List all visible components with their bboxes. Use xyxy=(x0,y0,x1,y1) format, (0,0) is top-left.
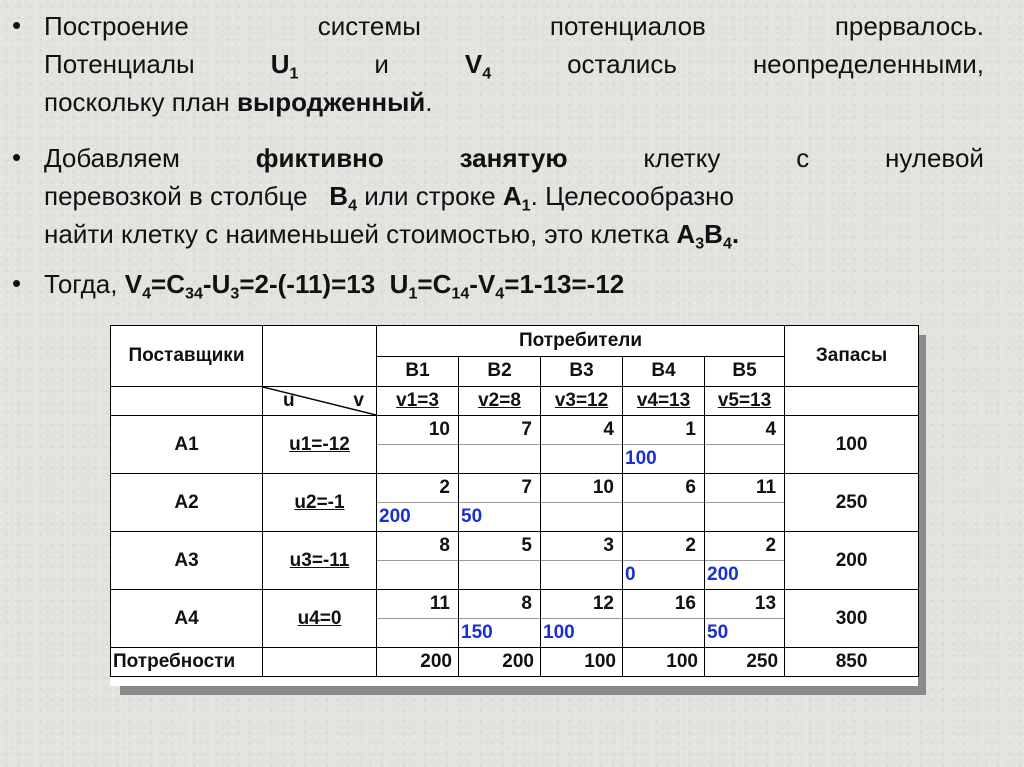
cost-cell: 7 xyxy=(459,416,541,445)
demand-b5: 250 xyxy=(705,648,785,677)
table-shadow-bottom xyxy=(120,686,926,695)
header-empty xyxy=(263,326,377,387)
flow-cell: 50 xyxy=(459,503,541,532)
word: прервалось. xyxy=(834,11,984,41)
potential-u3: u3=-11 xyxy=(263,532,377,590)
word: потенциалов xyxy=(549,11,706,41)
flow-cell: 200 xyxy=(377,503,459,532)
flow-cell: 100 xyxy=(541,619,623,648)
degenerate-word: выродженный xyxy=(237,87,426,117)
cost-cell: 8 xyxy=(459,590,541,619)
label-v: v xyxy=(353,390,364,411)
demand-label: Потребности xyxy=(111,648,263,677)
cost-cell: 16 xyxy=(623,590,705,619)
flow-cell xyxy=(541,445,623,474)
stock-a3: 200 xyxy=(785,532,919,590)
cost-cell: 1 xyxy=(623,416,705,445)
consumer-b3: B3 xyxy=(541,356,623,387)
header-suppliers: Поставщики xyxy=(111,326,263,387)
consumer-b4: B4 xyxy=(623,356,705,387)
cost-cell: 3 xyxy=(541,532,623,561)
cost-cell: 10 xyxy=(541,474,623,503)
uv-diagonal-cell xyxy=(263,387,377,416)
flow-cell: 150 xyxy=(459,619,541,648)
flow-cell xyxy=(459,445,541,474)
potential-u1: $U_1$ xyxy=(270,49,299,83)
bullet1-line3: поскольку план выродженный. xyxy=(44,87,433,117)
supplier-a3: A3 xyxy=(111,532,263,590)
cost-cell: 6 xyxy=(623,474,705,503)
supplier-a2: A2 xyxy=(111,474,263,532)
cost-cell: 2 xyxy=(623,532,705,561)
flow-cell: 0 xyxy=(623,561,705,590)
potential-v4: v4=13 xyxy=(623,387,705,416)
flow-cell xyxy=(377,445,459,474)
word: Добавляем xyxy=(44,143,180,173)
flow-cell xyxy=(705,503,785,532)
word: Построение xyxy=(44,11,189,41)
word: системы xyxy=(317,11,421,41)
header-stock: Запасы xyxy=(785,326,919,387)
word: нулевой xyxy=(885,143,984,173)
flow-cell: 50 xyxy=(705,619,785,648)
flow-cell: 200 xyxy=(705,561,785,590)
potential-v4: $V_4$ xyxy=(464,49,492,83)
word: занятую xyxy=(459,143,568,173)
demand-b1: 200 xyxy=(377,648,459,677)
word: клетку xyxy=(643,143,721,173)
header-empty xyxy=(111,387,263,416)
formula-v4: $V_4=C_{34}-U_3=2-(-11)=13$ xyxy=(124,269,376,303)
bullet3-line: Тогда, $V_4=C_{34}-U_3=2-(-11)=13$ $U_1=C_{14}-V_4=1-13=-12$ xyxy=(44,269,625,303)
potential-v3: v3=12 xyxy=(541,387,623,416)
potential-u2: u2=-1 xyxy=(263,474,377,532)
flow-cell xyxy=(623,619,705,648)
demand-b4: 100 xyxy=(623,648,705,677)
potential-v2: v2=8 xyxy=(459,387,541,416)
demand-b2: 200 xyxy=(459,648,541,677)
bullet-marker: • xyxy=(12,268,22,298)
flow-cell xyxy=(623,503,705,532)
potential-u4: u4=0 xyxy=(263,590,377,648)
word: фиктивно xyxy=(255,143,384,173)
word: с xyxy=(796,143,810,173)
supplier-a4: A4 xyxy=(111,590,263,648)
consumer-b2: B2 xyxy=(459,356,541,387)
cost-cell: 7 xyxy=(459,474,541,503)
supplier-a1: A1 xyxy=(111,416,263,474)
consumer-b1: B1 xyxy=(377,356,459,387)
word: неопределенными, xyxy=(752,49,984,79)
word: Потенциалы xyxy=(44,49,195,79)
header-consumers: Потребители xyxy=(377,326,785,357)
potential-u1: u1=-12 xyxy=(263,416,377,474)
bullet1-line1 xyxy=(44,8,984,44)
word: и xyxy=(374,49,389,79)
bullet2-line3: найти клетку с наименьшей стоимостью, это клетка $A_3B_4$. xyxy=(44,219,740,253)
consumer-b5: B5 xyxy=(705,356,785,387)
potential-v1: v1=3 xyxy=(377,387,459,416)
bullet2-line1 xyxy=(44,140,984,176)
potential-v5: v5=13 xyxy=(705,387,785,416)
flow-cell xyxy=(541,503,623,532)
cost-cell: 12 xyxy=(541,590,623,619)
cost-cell: 2 xyxy=(377,474,459,503)
label-u: u xyxy=(283,390,295,411)
cost-cell: 13 xyxy=(705,590,785,619)
bullet1-line2 xyxy=(44,46,984,82)
bullet2-line2: перевозкой в столбце $B_4$ или строке $A_1$. Целесообразно xyxy=(44,181,735,215)
transport-table xyxy=(110,325,918,686)
flow-cell xyxy=(541,561,623,590)
bullet-marker: • xyxy=(12,10,22,40)
flow-cell: 100 xyxy=(623,445,705,474)
stock-a1: 100 xyxy=(785,416,919,474)
demand-empty xyxy=(263,648,377,677)
cost-cell: 11 xyxy=(705,474,785,503)
word: остались xyxy=(567,49,677,79)
table-shadow-right xyxy=(918,335,926,695)
flow-cell xyxy=(705,445,785,474)
demand-b3: 100 xyxy=(541,648,623,677)
stock-a2: 250 xyxy=(785,474,919,532)
stock-a4: 300 xyxy=(785,590,919,648)
formula-u1: $U_1=C_{14}-V_4=1-13=-12$ xyxy=(389,269,625,303)
cost-cell: 4 xyxy=(705,416,785,445)
flow-cell xyxy=(459,561,541,590)
cost-cell: 4 xyxy=(541,416,623,445)
cost-cell: 8 xyxy=(377,532,459,561)
header-empty xyxy=(785,387,919,416)
cost-cell: 10 xyxy=(377,416,459,445)
bullet-marker: • xyxy=(12,142,22,172)
cost-cell: 5 xyxy=(459,532,541,561)
cost-cell: 11 xyxy=(377,590,459,619)
flow-cell xyxy=(377,619,459,648)
cost-cell: 2 xyxy=(705,532,785,561)
demand-total: 850 xyxy=(785,648,919,677)
flow-cell xyxy=(377,561,459,590)
